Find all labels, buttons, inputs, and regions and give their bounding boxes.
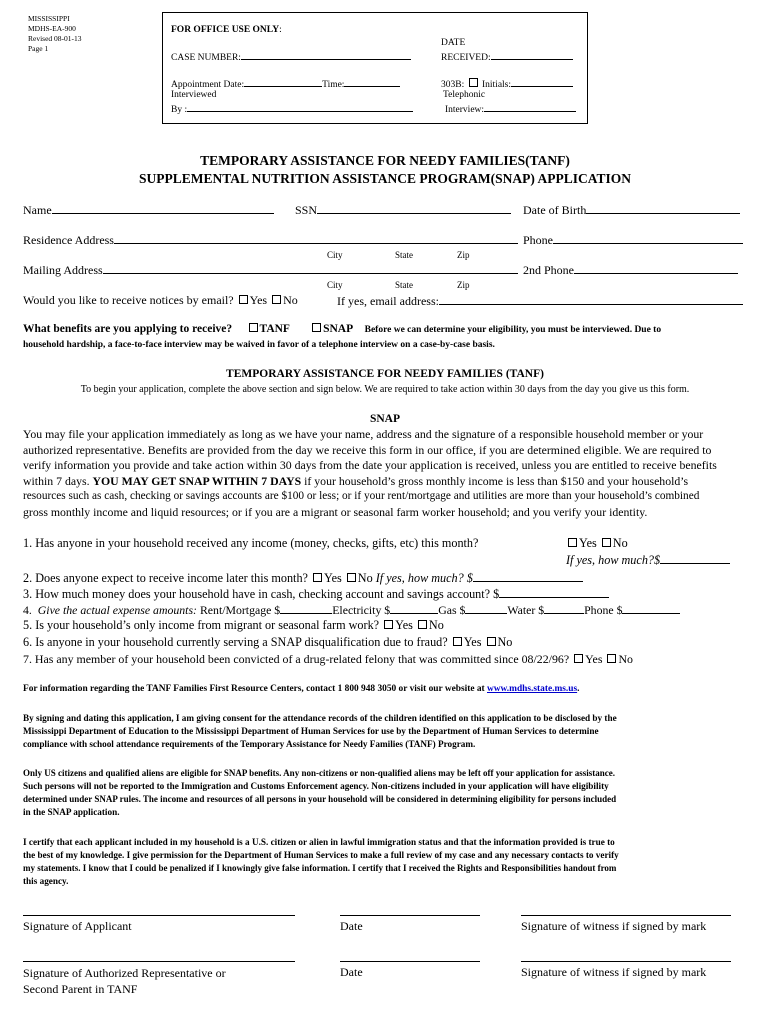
website-link[interactable]: www.mdhs.state.ms.us <box>487 684 578 694</box>
electricity-field[interactable] <box>390 602 438 614</box>
info-line: For information regarding the TANF Families First Resource Centers, contact 1 800 948 3050 or visit our website at www.mdhs.state.ms.us. <box>23 684 580 694</box>
applicant-date-line[interactable] <box>340 915 480 916</box>
q3-amount-field[interactable] <box>499 586 609 598</box>
case-number-field[interactable]: CASE NUMBER: <box>171 50 411 63</box>
office-use-box <box>162 12 588 124</box>
email-no-checkbox[interactable] <box>272 295 281 304</box>
tanf-checkbox[interactable] <box>249 323 258 332</box>
consent-line: Mississippi Department of Education to the Mississippi Department of Human Services for use by the Department of Human Services to determine <box>23 726 599 736</box>
date-received-field[interactable]: RECEIVED: <box>441 50 573 63</box>
form-id-line: Revised 08-01-13 <box>28 34 82 43</box>
consent-line: By signing and dating this application, I am giving consent for the attendance records of the children identified on this application to be disclosed by the <box>23 713 617 723</box>
date-label: Date <box>340 965 363 979</box>
consent-paragraph <box>23 712 747 751</box>
question-3: 3. How much money does your household have in cash, checking account and savings account? $ <box>23 586 609 602</box>
question-6: 6. Is anyone in your household currently serving a SNAP disqualification due to fraud? Yes No <box>23 635 513 649</box>
snap-paragraph-line: authorized representative. Benefits are provided from the day we receive this form in our office, if you are determined eligible. We are required to <box>23 442 712 457</box>
snap-checkbox[interactable] <box>312 323 321 332</box>
title-line-2: SUPPLEMENTAL NUTRITION ASSISTANCE PROGRAM(SNAP) APPLICATION <box>138 171 632 186</box>
form-id-line: MISSISSIPPI <box>28 14 70 23</box>
snap-paragraph-line: You may file your application immediately as long as we have your name, address and the signature of a responsible household member or your <box>23 427 704 441</box>
form-id-block <box>28 14 148 54</box>
witness-label: Signature of witness if signed by mark <box>521 965 707 979</box>
benefits-interview-note: household hardship, a face-to-face interview may be waived in favor of a telephone interview on a case-by-case basis. <box>23 340 495 350</box>
form-id-line: Page 1 <box>28 44 49 53</box>
rent-field[interactable] <box>280 602 332 614</box>
snap-heading: SNAP <box>369 413 401 425</box>
zip-label: Zip <box>457 280 470 290</box>
q5-yes-checkbox[interactable] <box>384 620 393 629</box>
second-phone-field[interactable]: 2nd Phone <box>523 262 738 278</box>
citizenship-paragraph <box>23 767 747 819</box>
benefits-question: What benefits are you applying to receive? TANF SNAP Before we can determine your eligibility, you must be interviewed. Due to <box>23 323 662 335</box>
email-notice-question: Would you like to receive notices by email? Yes No <box>23 293 298 307</box>
q7-no-checkbox[interactable] <box>607 654 616 663</box>
question-1: 1. Has anyone in your household received any income (money, checks, gifts, etc) this month? <box>23 536 479 550</box>
form-id-line: MDHS-EA-900 <box>28 24 76 33</box>
city-label: City <box>327 250 343 260</box>
tanf-text: To begin your application, complete the above section and sign below. We are required to take action within 30 days from the day you give us this form. <box>80 384 690 395</box>
question-2: 2. Does anyone expect to receive income later this month? Yes No If yes, how much? $ <box>23 570 583 586</box>
q6-no-checkbox[interactable] <box>487 637 496 646</box>
dob-field[interactable]: Date of Birth <box>523 202 740 218</box>
certification-line: my statements. I know that I could be penalized if I knowingly give false information. I certify that I received the Rights and Responsibilities handout from <box>23 863 617 873</box>
representative-label-line: Signature of Authorized Representative or <box>23 966 226 980</box>
q5-no-checkbox[interactable] <box>418 620 427 629</box>
applicant-signature-line[interactable] <box>23 915 295 916</box>
witness-signature-line-2[interactable] <box>521 961 731 962</box>
gas-field[interactable] <box>465 602 507 614</box>
snap-paragraph-line: resources such as cash, checking or savings accounts are $100 or less; or if your rent/mortgage and utilities are more than your household’s combined <box>23 490 700 502</box>
telephonic-interview-field[interactable]: Interview: <box>445 102 576 115</box>
q2-yes-checkbox[interactable] <box>313 573 322 582</box>
representative-label <box>23 965 226 997</box>
snap-paragraph-line: gross monthly income and liquid resources; or if you are a migrant or seasonal farm worker household; and you verify your identity. <box>23 504 648 519</box>
certification-line: the best of my knowledge. I give permission for the Department of Human Services to make a full review of my case and any necessary contacts to verify <box>23 850 619 860</box>
title-line-1: TEMPORARY ASSISTANCE FOR NEEDY FAMILIES(TANF) <box>200 153 570 168</box>
representative-signature-line[interactable] <box>23 961 295 962</box>
email-yes-checkbox[interactable] <box>239 295 248 304</box>
snap-paragraph <box>23 427 747 520</box>
snap-paragraph-line: within 7 days. YOU MAY GET SNAP WITHIN 7 DAYS if your household’s gross monthly income is less than $150 and your household’s <box>23 473 689 488</box>
signature-applicant-label: Signature of Applicant <box>23 919 132 933</box>
water-field[interactable] <box>544 602 584 614</box>
zip-label: Zip <box>457 250 470 260</box>
state-label: State <box>395 250 413 260</box>
q1-yes-checkbox[interactable] <box>568 538 577 547</box>
citizenship-line: Only US citizens and qualified aliens are eligible for SNAP benefits. Any non-citizens or non-qualified aliens may be left off your application for assistance. <box>23 768 615 778</box>
residence-address-field[interactable]: Residence Address <box>23 232 518 248</box>
phone-expense-field[interactable] <box>622 602 680 614</box>
b303-checkbox[interactable] <box>469 78 478 87</box>
certification-paragraph <box>23 836 747 888</box>
ssn-field[interactable]: SSN <box>295 202 511 218</box>
witness-signature-line[interactable] <box>521 915 731 916</box>
email-address-field[interactable]: If yes, email address: <box>337 293 743 309</box>
q1-no-checkbox[interactable] <box>602 538 611 547</box>
telephonic-label: Telephonic <box>443 90 486 100</box>
interviewed-by-field[interactable]: By : <box>171 102 413 115</box>
name-field[interactable]: Name <box>23 202 274 218</box>
citizenship-line: in the SNAP application. <box>23 807 120 817</box>
appointment-date-field[interactable]: Appointment Date: Time: <box>171 77 400 90</box>
city-label: City <box>327 280 343 290</box>
question-5: 5. Is your household’s only income from migrant or seasonal farm work? Yes No <box>23 618 444 632</box>
phone-field[interactable]: Phone <box>523 232 743 248</box>
date-received-label-1: DATE <box>441 38 466 48</box>
q1-amount-field[interactable]: If yes, how much?$ <box>566 552 730 568</box>
b303-field[interactable]: 303B: Initials: <box>441 77 573 90</box>
representative-date-line[interactable] <box>340 961 480 962</box>
q6-yes-checkbox[interactable] <box>453 637 462 646</box>
question-7: 7. Has any member of your household been convicted of a drug-related felony that was committed since 08/22/96? Yes No <box>23 652 633 666</box>
citizenship-line: Such persons will not be reported to the Immigration and Customs Enforcement agency. Non-citizens included in your application will have eligibility <box>23 781 609 791</box>
interviewed-label: Interviewed <box>171 90 217 100</box>
q2-no-checkbox[interactable] <box>347 573 356 582</box>
witness-label: Signature of witness if signed by mark <box>521 919 707 933</box>
q7-yes-checkbox[interactable] <box>574 654 583 663</box>
citizenship-line: determined under SNAP rules. The income and resources of all persons in your household will be considered in determining eligibility for persons included <box>23 794 617 804</box>
question-1-options: Yes No <box>566 536 628 551</box>
certification-line: this agency. <box>23 876 69 886</box>
representative-label-line: Second Parent in TANF <box>23 982 138 996</box>
date-label: Date <box>340 919 363 933</box>
mailing-address-field[interactable]: Mailing Address <box>23 262 518 278</box>
consent-line: compliance with school attendance requirements of the Temporary Assistance for Needy Families (TANF) Program. <box>23 739 476 749</box>
office-heading: FOR OFFICE USE ONLY: <box>171 25 282 35</box>
question-4: 4. Give the actual expense amounts: Rent/Mortgage $ Electricity $ Gas $ Water $ Phone $ <box>23 602 680 618</box>
q2-amount-field[interactable] <box>473 570 583 582</box>
tanf-heading: TEMPORARY ASSISTANCE FOR NEEDY FAMILIES (TANF) <box>226 368 544 380</box>
certification-line: I certify that each applicant included in my household is a U.S. citizen or alien in lawful immigration status and that the information provided is true to <box>23 837 615 847</box>
state-label: State <box>395 280 413 290</box>
snap-paragraph-line: verify information you provide and take action within 30 days from the date your application is received, unless you are entitled to receive benefits <box>23 458 717 472</box>
